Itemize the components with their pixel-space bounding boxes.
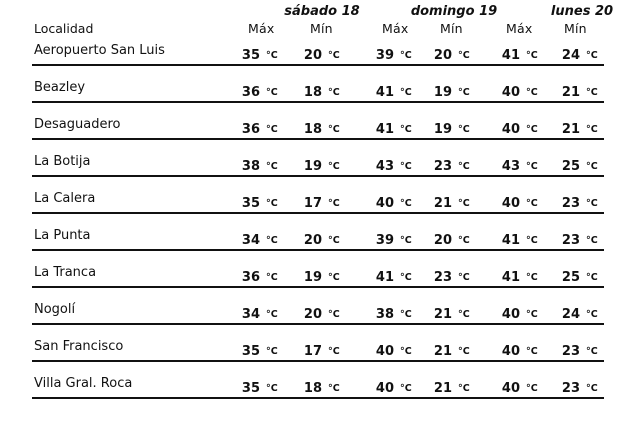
temp-cell-sat-min xyxy=(302,266,340,285)
temp-cell-sun-min xyxy=(432,303,470,322)
temperature-value: 18 xyxy=(303,122,322,137)
temp-cell-mon-min xyxy=(560,81,598,100)
temp-cell-sun-min xyxy=(432,340,470,359)
temperature-value: 41 xyxy=(501,48,520,63)
temperature-unit: °C xyxy=(526,161,538,172)
temp-cell-mon-max xyxy=(500,81,538,100)
temp-cell-sat-max xyxy=(240,377,278,396)
day-header-saturday: sábado 18 xyxy=(284,4,360,19)
temperature-unit: °C xyxy=(586,383,598,394)
temp-cell-sun-min xyxy=(432,377,470,396)
temperature-unit: °C xyxy=(458,272,470,283)
table-row xyxy=(32,262,604,288)
temp-cell-mon-min xyxy=(560,229,598,248)
temperature-value: 20 xyxy=(433,233,452,248)
temperature-unit: °C xyxy=(586,87,598,98)
max-column-header: Máx xyxy=(248,21,275,36)
table-row xyxy=(32,299,604,325)
temperature-unit: °C xyxy=(400,87,412,98)
day-header-sunday: domingo 19 xyxy=(410,4,498,19)
temperature-unit: °C xyxy=(266,50,278,61)
temperature-unit: °C xyxy=(400,383,412,394)
location-name: Beazley xyxy=(34,80,86,95)
temp-cell-mon-min xyxy=(560,377,598,396)
temp-cell-mon-min xyxy=(560,155,598,174)
temperature-unit: °C xyxy=(586,124,598,135)
temperature-unit: °C xyxy=(266,272,278,283)
table-row xyxy=(32,40,604,66)
temperature-value: 39 xyxy=(375,48,394,63)
temp-cell-mon-min xyxy=(560,340,598,359)
table-row xyxy=(32,225,604,251)
table-row xyxy=(32,373,604,399)
temp-cell-mon-max xyxy=(500,118,538,137)
table-row xyxy=(32,114,604,140)
temp-cell-sat-max xyxy=(240,118,278,137)
temp-cell-sat-min xyxy=(302,303,340,322)
temperature-value: 36 xyxy=(241,85,260,100)
temperature-value: 40 xyxy=(501,307,520,322)
temp-cell-sat-min xyxy=(302,340,340,359)
temperature-value: 41 xyxy=(501,270,520,285)
temperature-value: 39 xyxy=(375,233,394,248)
temperature-value: 34 xyxy=(241,233,260,248)
temperature-value: 41 xyxy=(375,85,394,100)
temp-cell-mon-max xyxy=(500,192,538,211)
table-row xyxy=(32,188,604,214)
temperature-unit: °C xyxy=(458,235,470,246)
temperature-unit: °C xyxy=(328,309,340,320)
min-column-header: Mín xyxy=(310,21,333,36)
temp-cell-sun-min xyxy=(432,81,470,100)
temperature-unit: °C xyxy=(400,346,412,357)
temperature-value: 21 xyxy=(561,122,580,137)
temperature-value: 40 xyxy=(501,381,520,396)
temperature-unit: °C xyxy=(400,272,412,283)
temperature-value: 19 xyxy=(433,85,452,100)
temperature-unit: °C xyxy=(328,235,340,246)
temperature-value: 23 xyxy=(561,381,580,396)
temp-cell-mon-max xyxy=(500,340,538,359)
temperature-unit: °C xyxy=(328,383,340,394)
location-name: San Francisco xyxy=(34,339,124,354)
temperature-unit: °C xyxy=(526,309,538,320)
temperature-value: 18 xyxy=(303,85,322,100)
temperature-value: 21 xyxy=(561,85,580,100)
table-row xyxy=(32,151,604,177)
temperature-value: 23 xyxy=(561,196,580,211)
max-column-header: Máx xyxy=(382,21,409,36)
temperature-unit: °C xyxy=(266,161,278,172)
temp-cell-sun-min xyxy=(432,192,470,211)
temperature-value: 40 xyxy=(501,344,520,359)
temperature-unit: °C xyxy=(526,346,538,357)
temp-cell-mon-min xyxy=(560,118,598,137)
temperature-unit: °C xyxy=(526,50,538,61)
temp-cell-sat-max xyxy=(240,303,278,322)
temperature-value: 40 xyxy=(501,196,520,211)
temperature-value: 40 xyxy=(501,122,520,137)
temperature-value: 23 xyxy=(433,159,452,174)
temperature-unit: °C xyxy=(526,124,538,135)
temperature-unit: °C xyxy=(586,309,598,320)
temperature-value: 20 xyxy=(433,48,452,63)
temp-cell-sat-min xyxy=(302,44,340,63)
temp-cell-mon-min xyxy=(560,266,598,285)
temperature-unit: °C xyxy=(458,50,470,61)
temperature-unit: °C xyxy=(526,272,538,283)
temp-cell-mon-min xyxy=(560,303,598,322)
temperature-unit: °C xyxy=(328,161,340,172)
temperature-value: 36 xyxy=(241,270,260,285)
temp-cell-mon-max xyxy=(500,44,538,63)
temp-cell-sun-max xyxy=(374,340,412,359)
temperature-unit: °C xyxy=(586,346,598,357)
temp-cell-sun-max xyxy=(374,155,412,174)
temperature-value: 38 xyxy=(241,159,260,174)
min-column-header: Mín xyxy=(440,21,463,36)
temperature-value: 40 xyxy=(501,85,520,100)
temp-cell-sun-max xyxy=(374,303,412,322)
temp-cell-sun-max xyxy=(374,377,412,396)
day-header-monday: lunes 20 xyxy=(550,4,614,19)
temperature-value: 23 xyxy=(561,344,580,359)
temp-cell-mon-max xyxy=(500,266,538,285)
location-name: Aeropuerto San Luis xyxy=(34,43,165,58)
temp-cell-sat-min xyxy=(302,377,340,396)
location-name: Villa Gral. Roca xyxy=(34,376,133,391)
temperature-unit: °C xyxy=(400,198,412,209)
location-name: Nogolí xyxy=(34,302,76,317)
temp-cell-sun-max xyxy=(374,229,412,248)
temp-cell-mon-min xyxy=(560,192,598,211)
temp-cell-mon-max xyxy=(500,155,538,174)
temp-cell-sat-max xyxy=(240,229,278,248)
temperature-unit: °C xyxy=(526,87,538,98)
temperature-unit: °C xyxy=(458,161,470,172)
table-row xyxy=(32,77,604,103)
temperature-value: 21 xyxy=(433,344,452,359)
temperature-unit: °C xyxy=(400,235,412,246)
temperature-value: 35 xyxy=(241,196,260,211)
temperature-unit: °C xyxy=(586,161,598,172)
temperature-value: 41 xyxy=(501,233,520,248)
temp-cell-sun-max xyxy=(374,44,412,63)
location-name: La Calera xyxy=(34,191,96,206)
temperature-unit: °C xyxy=(328,87,340,98)
temperature-value: 17 xyxy=(303,196,322,211)
temperature-value: 20 xyxy=(303,48,322,63)
temperature-value: 18 xyxy=(303,381,322,396)
temperature-unit: °C xyxy=(266,87,278,98)
temperature-value: 41 xyxy=(375,122,394,137)
temperature-unit: °C xyxy=(328,272,340,283)
table-row xyxy=(32,336,604,362)
temperature-value: 25 xyxy=(561,159,580,174)
temperature-value: 40 xyxy=(375,196,394,211)
temperature-unit: °C xyxy=(458,383,470,394)
temperature-value: 20 xyxy=(303,233,322,248)
min-column-header: Mín xyxy=(564,21,587,36)
temperature-unit: °C xyxy=(328,198,340,209)
temperature-value: 43 xyxy=(375,159,394,174)
max-column-header: Máx xyxy=(506,21,533,36)
temperature-unit: °C xyxy=(266,198,278,209)
temp-cell-sat-max xyxy=(240,192,278,211)
temperature-value: 36 xyxy=(241,122,260,137)
temp-cell-sat-min xyxy=(302,155,340,174)
temperature-value: 38 xyxy=(375,307,394,322)
temperature-value: 21 xyxy=(433,196,452,211)
temperature-unit: °C xyxy=(526,198,538,209)
temperature-unit: °C xyxy=(458,124,470,135)
temperature-value: 24 xyxy=(561,307,580,322)
temperature-unit: °C xyxy=(586,272,598,283)
temperature-unit: °C xyxy=(266,383,278,394)
temperature-unit: °C xyxy=(400,161,412,172)
temp-cell-mon-max xyxy=(500,229,538,248)
temp-cell-sat-max xyxy=(240,266,278,285)
temperature-value: 35 xyxy=(241,48,260,63)
temperature-unit: °C xyxy=(526,383,538,394)
temperature-unit: °C xyxy=(400,50,412,61)
temperature-value: 21 xyxy=(433,381,452,396)
temperature-unit: °C xyxy=(586,235,598,246)
temperature-value: 43 xyxy=(501,159,520,174)
temperature-unit: °C xyxy=(458,87,470,98)
temperature-value: 35 xyxy=(241,381,260,396)
temperature-unit: °C xyxy=(458,346,470,357)
temp-cell-sat-min xyxy=(302,81,340,100)
temperature-value: 17 xyxy=(303,344,322,359)
temperature-unit: °C xyxy=(458,198,470,209)
temp-cell-mon-max xyxy=(500,303,538,322)
temperature-value: 20 xyxy=(303,307,322,322)
temp-cell-sat-min xyxy=(302,229,340,248)
temp-cell-sun-min xyxy=(432,118,470,137)
temperature-unit: °C xyxy=(266,346,278,357)
temp-cell-sat-min xyxy=(302,192,340,211)
temperature-unit: °C xyxy=(266,309,278,320)
temperature-value: 25 xyxy=(561,270,580,285)
temperature-unit: °C xyxy=(586,50,598,61)
temperature-value: 19 xyxy=(433,122,452,137)
temperature-value: 24 xyxy=(561,48,580,63)
temperature-value: 19 xyxy=(303,159,322,174)
temp-cell-sun-min xyxy=(432,229,470,248)
temp-cell-sun-min xyxy=(432,44,470,63)
temperature-value: 40 xyxy=(375,344,394,359)
temperature-value: 21 xyxy=(433,307,452,322)
temp-cell-mon-min xyxy=(560,44,598,63)
location-column-header: Localidad xyxy=(34,21,94,36)
temperature-unit: °C xyxy=(328,50,340,61)
temp-cell-sat-max xyxy=(240,340,278,359)
temp-cell-sun-max xyxy=(374,192,412,211)
temperature-value: 35 xyxy=(241,344,260,359)
temperature-unit: °C xyxy=(328,346,340,357)
temp-cell-mon-max xyxy=(500,377,538,396)
temperature-value: 40 xyxy=(375,381,394,396)
temperature-unit: °C xyxy=(526,235,538,246)
location-name: La Punta xyxy=(34,228,91,243)
temp-cell-sat-max xyxy=(240,155,278,174)
temperature-unit: °C xyxy=(266,124,278,135)
temp-cell-sun-max xyxy=(374,266,412,285)
temp-cell-sun-min xyxy=(432,266,470,285)
location-name: La Tranca xyxy=(34,265,97,280)
temperature-value: 19 xyxy=(303,270,322,285)
temperature-value: 41 xyxy=(375,270,394,285)
temperature-unit: °C xyxy=(400,309,412,320)
temp-cell-sun-max xyxy=(374,118,412,137)
temperature-value: 23 xyxy=(561,233,580,248)
temperature-unit: °C xyxy=(266,235,278,246)
temp-cell-sat-min xyxy=(302,118,340,137)
temp-cell-sun-min xyxy=(432,155,470,174)
forecast-table xyxy=(32,0,614,428)
temperature-unit: °C xyxy=(400,124,412,135)
temperature-unit: °C xyxy=(458,309,470,320)
location-name: La Botija xyxy=(34,154,91,169)
temperature-value: 34 xyxy=(241,307,260,322)
temp-cell-sat-max xyxy=(240,81,278,100)
location-name: Desaguadero xyxy=(34,117,121,132)
temp-cell-sun-max xyxy=(374,81,412,100)
temperature-unit: °C xyxy=(328,124,340,135)
temp-cell-sat-max xyxy=(240,44,278,63)
temperature-unit: °C xyxy=(586,198,598,209)
temperature-value: 23 xyxy=(433,270,452,285)
